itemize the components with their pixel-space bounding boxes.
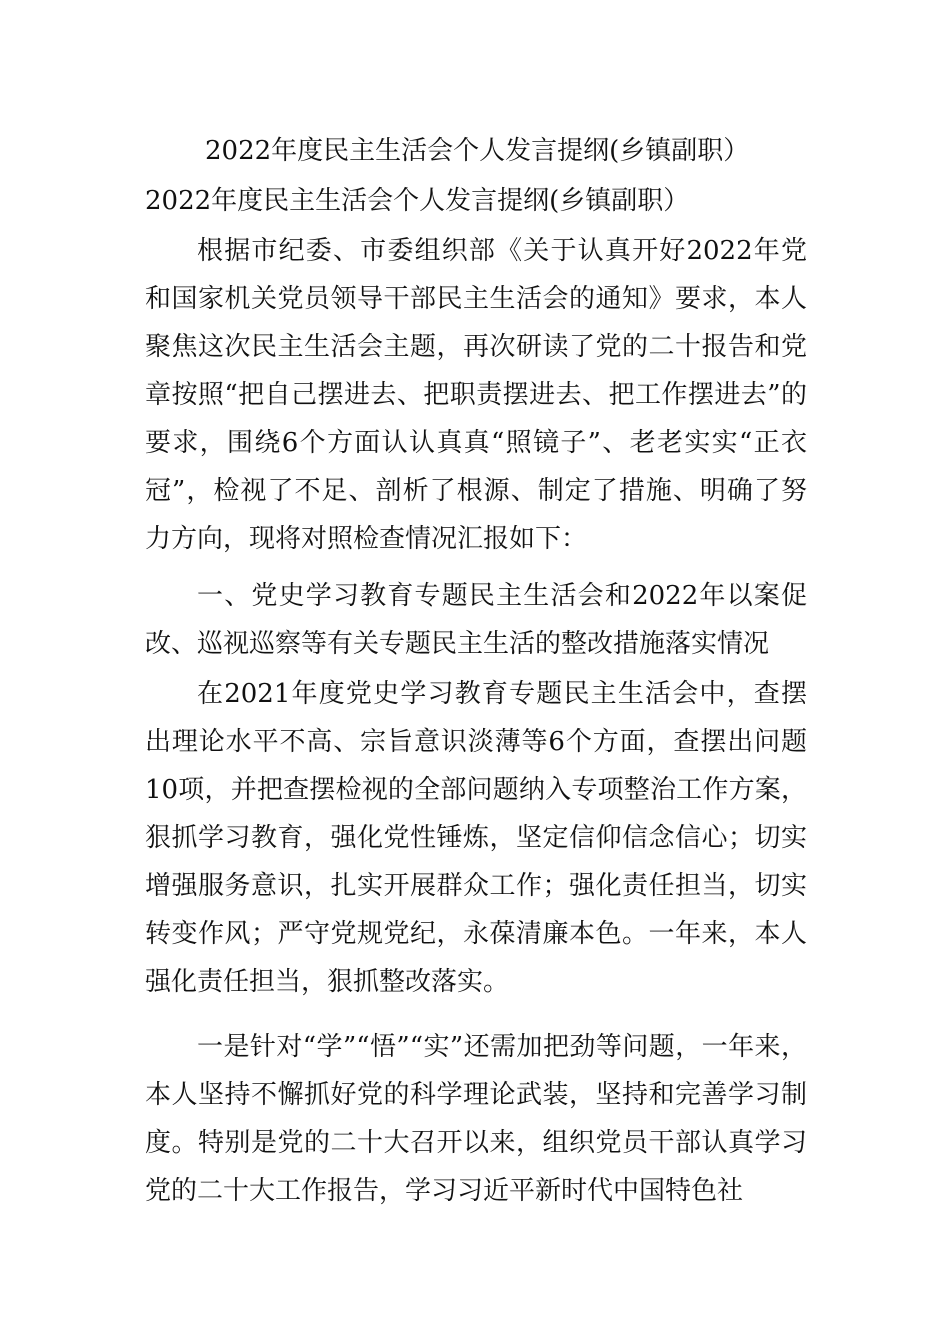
document-subtitle: 2022年度民主生活会个人发言提纲(乡镇副职）	[145, 186, 690, 216]
paragraph-intro: 根据市纪委、市委组织部《关于认真开好2022年党和国家机关党员领导干部民主生活会的通知》要求，本人聚焦这次民主生活会主题，再次研读了党的二十报告和党章按照“把自己摆进去、把职责摆进去、把工作摆进去”的要求，围绕6个方面认认真真“照镜子”、老老实实“正衣冠”，检视了不足、剖析了根源、制定了措施、明确了努力方向，现将对照检查情况汇报如下：	[145, 236, 807, 554]
section-heading-one: 一、党史学习教育专题民主生活会和2022年以案促改、巡视巡察等有关专题民主生活的整改措施落实情况	[145, 581, 807, 659]
document-title: 2022年度民主生活会个人发言提纲(乡镇副职）	[205, 136, 750, 166]
paragraph-study: 一是针对“学”“悟”“实”还需加把劲等问题，一年来，本人坚持不懈抓好党的科学理论武装，坚持和完善学习制度。特别是党的二十大召开以来，组织党员干部认真学习党的二十大工作报告，学习习近平新时代中国特色社	[145, 1032, 807, 1206]
paragraph-rectification: 在2021年度党史学习教育专题民主生活会中，查摆出理论水平不高、宗旨意识淡薄等6个方面，查摆出问题10项，并把查摆检视的全部问题纳入专项整治工作方案，狠抓学习教育，强化党性锤炼，坚定信仰信念信心；切实增强服务意识，扎实开展群众工作；强化责任担当，切实转变作风；严守党规党纪，永葆清廉本色。一年来，本人强化责任担当，狠抓整改落实。	[145, 679, 807, 997]
